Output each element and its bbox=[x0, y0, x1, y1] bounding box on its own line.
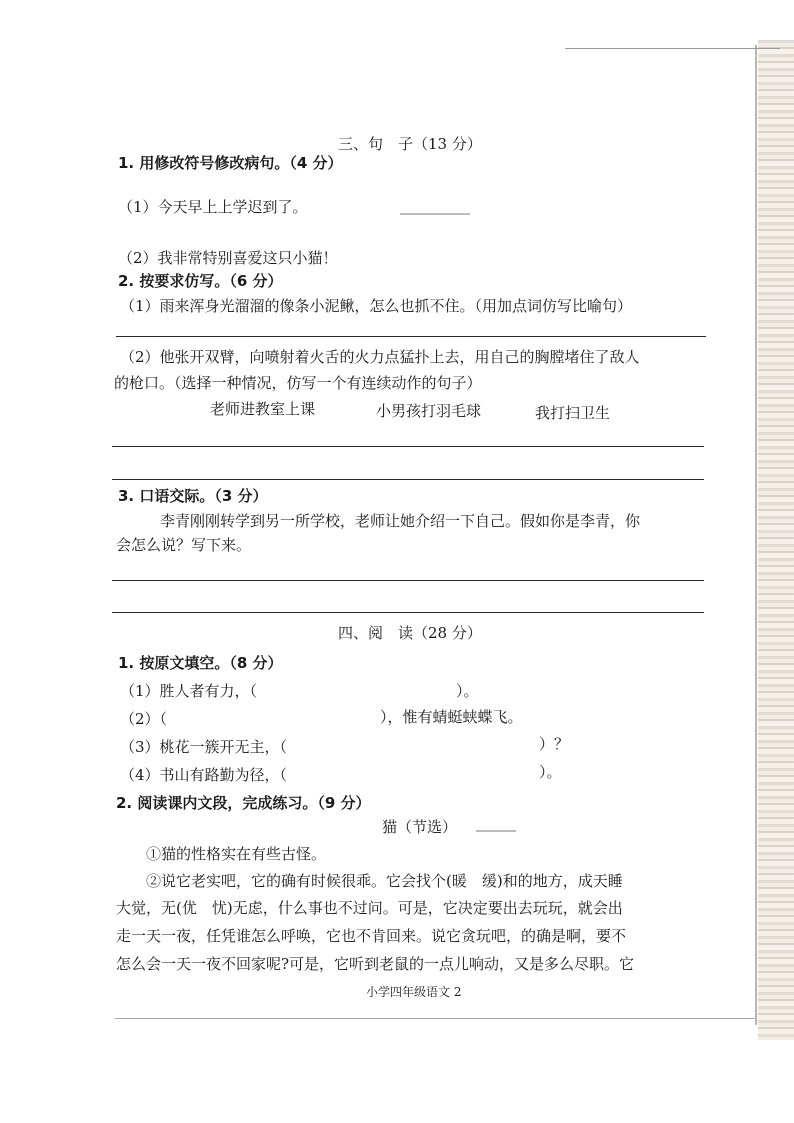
s4-q1-item2-end: ），惟有蜻蜓蛱蝶飞。 bbox=[380, 708, 523, 726]
answer-line bbox=[112, 612, 704, 613]
s3-q2-title: 2. 按要求仿写。（6 分） bbox=[118, 272, 283, 290]
s3-q2-item1: （1）雨来浑身光溜溜的像条小泥鳅，怎么也抓不住。（用加点词仿写比喻句） bbox=[120, 297, 633, 315]
section3-title: 三、句 子（13 分） bbox=[338, 135, 482, 153]
s4-q1-item2-start: （2）（ bbox=[120, 710, 168, 728]
section4-title: 四、阅 读（28 分） bbox=[338, 624, 482, 642]
s4-q1-item3-start: （3）桃花一簇开无主，（ bbox=[120, 738, 288, 756]
passage-p2-line1: ②说它老实吧，它的确有时候很乖。它会找个(暖 缓)和的地方，成天睡 bbox=[146, 872, 623, 890]
s4-q1-item3-end: ）？ bbox=[539, 735, 570, 753]
s3-q2-item2-line2: 的枪口。（选择一种情况，仿写一个有连续动作的句子） bbox=[114, 374, 482, 392]
s3-q3-line2: 会怎么说？写下来。 bbox=[116, 536, 252, 554]
s3-q1-item1: （1）今天早上上学迟到了。 bbox=[118, 198, 308, 216]
s3-q3-line1: 李青刚刚转学到另一所学校，老师让她介绍一下自己。假如你是李青，你 bbox=[160, 512, 641, 530]
passage-p1: ①猫的性格实在有些古怪。 bbox=[146, 845, 327, 863]
s4-q1-item1-start: （1）胜人者有力，（ bbox=[120, 682, 258, 700]
passage-p2-line3: 走一天一夜，任凭谁怎么呼唤，它也不肯回来。说它贪玩吧，的确是啊，要不 bbox=[116, 927, 627, 945]
s4-q1-item4-end: ）。 bbox=[539, 763, 562, 781]
s4-q1-title: 1. 按原文填空。（8 分） bbox=[118, 654, 283, 672]
answer-line bbox=[112, 479, 704, 480]
paper-fold-edge bbox=[758, 40, 794, 1040]
s3-q2-option-1: 老师进教室上课 bbox=[210, 400, 316, 418]
passage-p2-line4: 怎么会一天一夜不回家呢?可是，它听到老鼠的一点儿响动，又是多么尽职。它 bbox=[116, 955, 635, 973]
pencil-mark bbox=[476, 830, 516, 832]
answer-line bbox=[112, 580, 704, 581]
answer-line bbox=[112, 446, 704, 447]
s3-q1-title: 1. 用修改符号修改病句。（4 分） bbox=[118, 154, 343, 172]
passage-p2-line2: 大觉，无(优 忧)无虑，什么事也不过问。可是，它决定要出去玩玩，就会出 bbox=[116, 899, 623, 917]
s4-q1-item1-end: ）。 bbox=[456, 682, 479, 700]
s4-q1-item4-start: （4）书山有路勤为径，（ bbox=[120, 766, 288, 784]
s3-q3-title: 3. 口语交际。（3 分） bbox=[118, 487, 268, 505]
s3-q2-option-3: 我打扫卫生 bbox=[535, 404, 611, 422]
s3-q2-option-2: 小男孩打羽毛球 bbox=[376, 402, 482, 420]
bottom-edge-line bbox=[115, 1018, 755, 1019]
answer-line bbox=[116, 336, 706, 337]
passage-title: 猫（节选） bbox=[382, 818, 458, 836]
pencil-mark bbox=[400, 213, 470, 215]
s3-q2-item2-line1: （2）他张开双臂，向喷射着火舌的火力点猛扑上去，用自己的胸膛堵住了敌人 bbox=[120, 348, 640, 366]
fold-line bbox=[755, 45, 757, 1025]
page-footer: 小学四年级语文 2 bbox=[366, 985, 462, 999]
s4-q2-title: 2. 阅读课内文段，完成练习。（9 分） bbox=[116, 794, 371, 812]
top-edge-line bbox=[565, 48, 780, 49]
s3-q1-item2: （2）我非常特别喜爱这只小猫！ bbox=[118, 249, 338, 267]
